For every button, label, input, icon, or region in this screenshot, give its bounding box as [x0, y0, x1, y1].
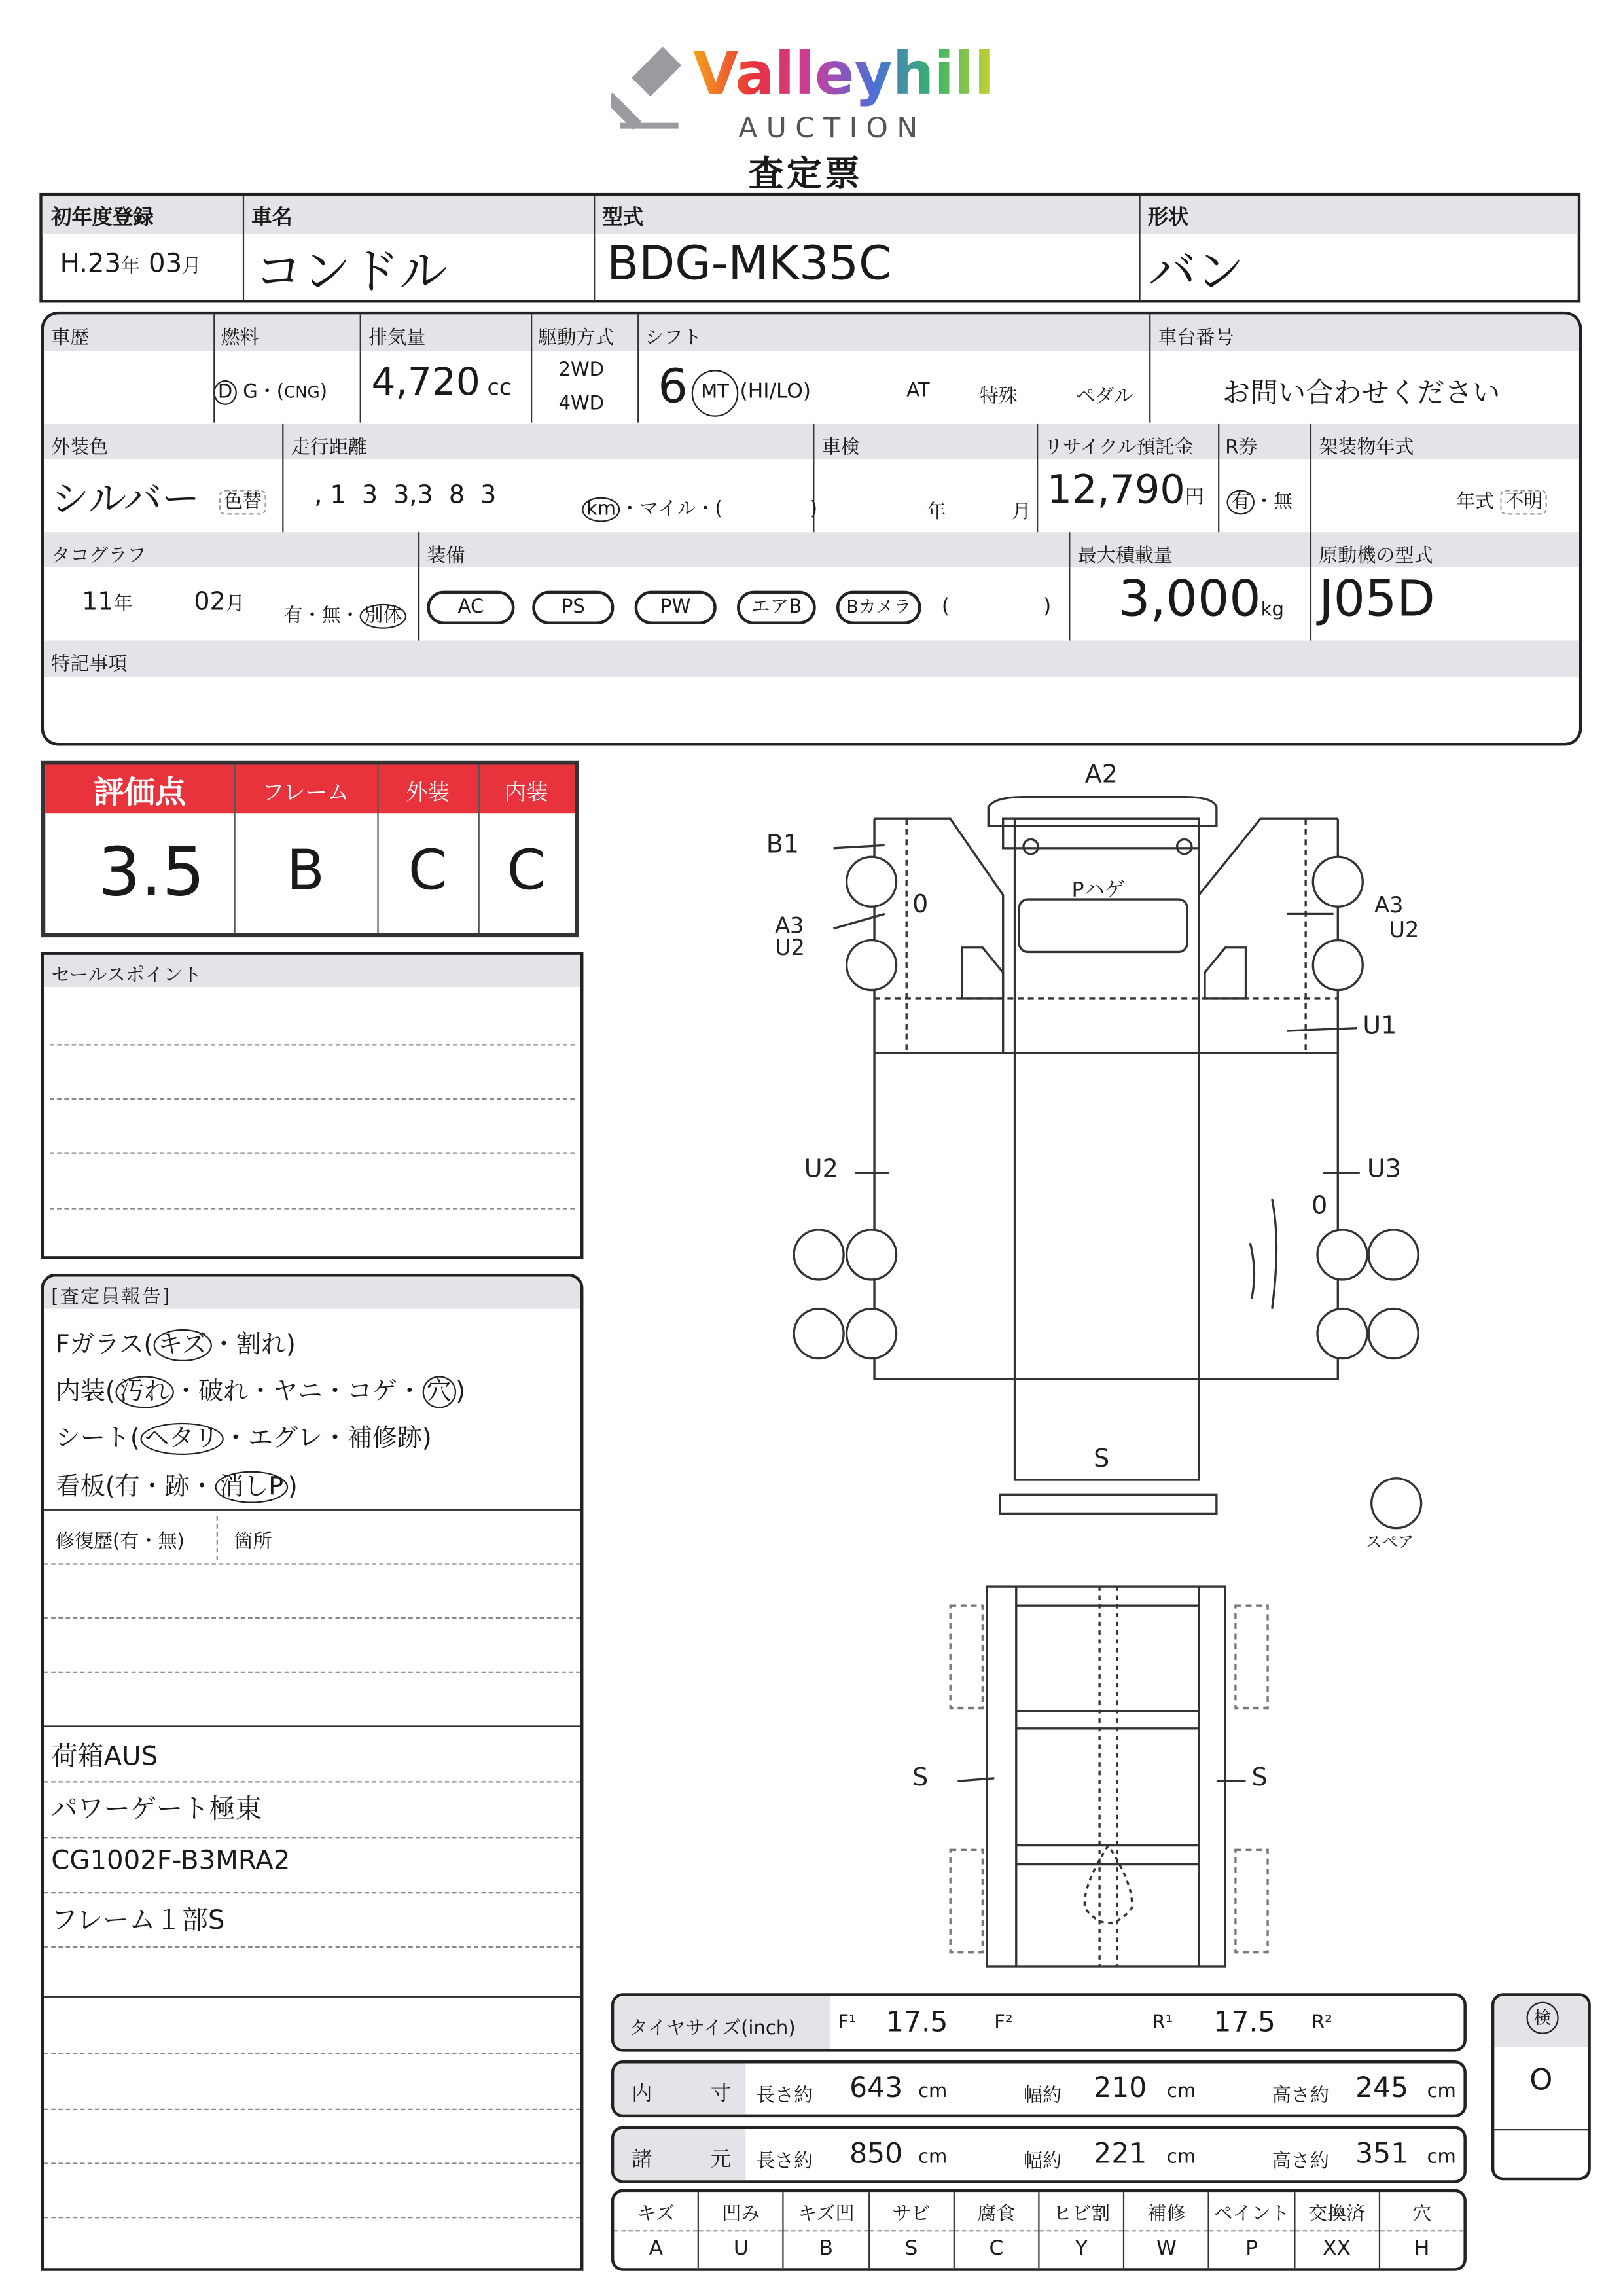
color-change: 色替: [219, 486, 266, 513]
mark-u1: U1: [1363, 1012, 1397, 1041]
tacho-date: 11年 02月: [82, 588, 245, 617]
inner-length-label: 長さ約: [756, 2085, 813, 2108]
inner-label-2: 寸: [710, 2082, 732, 2106]
report-label: [査定員報告]: [51, 1287, 171, 1309]
shift-at: AT: [906, 380, 930, 403]
legend-item: [1123, 2192, 1208, 2268]
drive-4wd: 4WD: [558, 393, 605, 416]
f2-label: F²: [994, 2012, 1013, 2034]
report-note: フレーム１部S: [51, 1905, 225, 1937]
legend-code: C: [989, 2237, 1004, 2261]
legend-code: U: [733, 2237, 749, 2261]
score-overall: 3.5: [98, 832, 205, 911]
chassis-number: お問い合わせください: [1222, 377, 1501, 410]
inspection-month: 月: [1012, 501, 1031, 524]
shift-hilo: (HI/LO): [740, 380, 812, 404]
inspection-year: 年: [927, 501, 946, 524]
unit: cm: [1427, 2146, 1456, 2169]
legend-item: [953, 2192, 1038, 2268]
body-year-value: 年式 不明: [1456, 486, 1547, 513]
first-reg-label: 初年度登録: [51, 206, 154, 230]
report-fglass: Fガラス( キズ ・割れ): [56, 1323, 296, 1360]
chassis-label: 車台番号: [1158, 327, 1234, 350]
r1-value: 17.5: [1213, 2006, 1275, 2039]
report-note: 荷箱AUS: [51, 1741, 158, 1772]
legend-code: B: [819, 2237, 834, 2261]
legend-item: [1293, 2192, 1378, 2268]
spec-height: 351: [1355, 2138, 1409, 2170]
repair-history-label: 修復歴(有・無): [55, 1531, 185, 1553]
legend-code: Y: [1075, 2237, 1088, 2261]
legend-item: [698, 2192, 783, 2268]
score-interior: C: [507, 838, 546, 903]
legend-code: XX: [1323, 2237, 1351, 2261]
unit: cm: [918, 2081, 948, 2103]
legend-code: P: [1245, 2237, 1258, 2261]
spec-length: 850: [849, 2138, 903, 2170]
model-code: BDG-MK35C: [607, 235, 891, 291]
score-header-frame: フレーム: [262, 779, 349, 806]
unit: cm: [1427, 2081, 1456, 2103]
mark-s-right: S: [1251, 1763, 1268, 1793]
report-note: CG1002F-B3MRA2: [51, 1845, 291, 1876]
legend-code: S: [904, 2237, 918, 2261]
f1-value: 17.5: [885, 2006, 948, 2039]
legend-item: [1378, 2192, 1463, 2268]
legend-name: 腐食: [955, 2192, 1039, 2231]
shift-mt: MT: [692, 370, 738, 416]
recycle-label: リサイクル預託金: [1044, 437, 1194, 459]
legend-name: サビ: [869, 2192, 953, 2231]
mileage-value: , 1 3 3,3 8 3: [314, 481, 497, 511]
body-year-label: 架装物年式: [1319, 437, 1414, 459]
mark-zero-right: 0: [1311, 1191, 1328, 1221]
inspection-value: O: [1529, 2062, 1553, 2097]
shape-value: バン: [1147, 242, 1245, 300]
spec-length-label: 長さ約: [756, 2151, 813, 2174]
brand-name: Valleyhill: [693, 41, 995, 109]
mark-a3-u2-left: A3 U2: [775, 912, 805, 961]
max-load: 3,000kg: [1118, 570, 1284, 629]
shift-pedal: ペダル: [1076, 386, 1133, 408]
mark-a2: A2: [1084, 760, 1118, 790]
inner-dimensions-row: [611, 2060, 1467, 2117]
legend-code: W: [1156, 2237, 1177, 2261]
mark-zero-left: 0: [912, 890, 929, 920]
equip-other: ( ): [941, 595, 1052, 619]
legend-code: H: [1414, 2237, 1430, 2261]
legend-name: 凹み: [699, 2192, 783, 2231]
equip-pw: PW: [635, 591, 717, 624]
legend-item: [1038, 2192, 1123, 2268]
tire-size-row: [611, 1993, 1467, 2051]
score-header-exterior: 外装: [405, 779, 450, 806]
repair-place-label: 箇所: [234, 1531, 272, 1553]
recycle-fee: 12,790円: [1046, 467, 1204, 514]
mark-paint-peel: Pハゲ: [1071, 878, 1126, 903]
inner-width-label: 幅約: [1023, 2085, 1062, 2108]
spec-height-label: 高さ約: [1272, 2151, 1329, 2174]
equip-label: 装備: [427, 545, 465, 567]
specification-row: [611, 2126, 1467, 2183]
legend-item: [868, 2192, 953, 2268]
tire-size-label: タイヤサイズ(inch): [628, 2018, 796, 2040]
inner-label-1: 内: [632, 2082, 652, 2106]
mark-u3: U3: [1366, 1155, 1401, 1185]
equip-ac: AC: [427, 591, 514, 624]
shape-label: 形状: [1147, 206, 1189, 230]
car-name: コンドル: [254, 242, 448, 300]
legend-name: ヒビ割: [1040, 2192, 1124, 2231]
drive-label: 駆動方式: [538, 327, 615, 350]
mileage-unit: km ・マイル・( ): [582, 493, 817, 520]
spec-width: 221: [1094, 2138, 1147, 2170]
inspection-mark: 検: [1527, 2002, 1559, 2034]
report-seat: シート( ヘタリ ・エグレ・補修跡): [56, 1417, 432, 1454]
first-reg-value: H.23年 03月: [60, 248, 202, 279]
unit: cm: [918, 2146, 948, 2169]
score-frame: B: [286, 838, 325, 903]
mark-b1: B1: [766, 831, 799, 860]
displacement-label: 排気量: [368, 327, 426, 350]
legend-item: [1208, 2192, 1293, 2268]
shift-special: 特殊: [979, 386, 1018, 408]
sales-points-label: セールスポイント: [51, 965, 202, 988]
page-title: 査定票: [748, 153, 863, 195]
notes-label: 特記事項: [51, 653, 128, 676]
history-label: 車歴: [51, 327, 90, 350]
car-name-label: 車名: [251, 206, 293, 230]
damage-code-legend: [611, 2189, 1467, 2271]
inner-height-label: 高さ約: [1272, 2085, 1329, 2108]
spare-tire-label: スペア: [1365, 1532, 1414, 1552]
engine-model: J05D: [1319, 570, 1435, 629]
equip-ps: PS: [532, 591, 614, 624]
model-label: 型式: [602, 206, 644, 230]
drive-2wd: 2WD: [558, 359, 605, 382]
engine-label: 原動機の型式: [1319, 545, 1433, 567]
legend-item: [783, 2192, 868, 2268]
r2-label: R²: [1311, 2012, 1332, 2034]
legend-name: 交換済: [1295, 2192, 1379, 2231]
score-header-interior: 内装: [504, 779, 548, 806]
brand-sub: AUCTION: [738, 113, 927, 145]
shift-gears: 6: [658, 358, 688, 414]
report-interior: 内装( 汚れ ・破れ・ヤニ・コゲ・ 穴 ): [56, 1370, 465, 1407]
max-load-label: 最大積載量: [1077, 545, 1173, 567]
equip-airbag: エアB: [737, 591, 816, 624]
inner-width: 210: [1094, 2072, 1147, 2105]
r1-label: R¹: [1152, 2012, 1173, 2034]
legend-name: ペイント: [1210, 2192, 1294, 2231]
mark-s-rear: S: [1094, 1444, 1110, 1475]
mileage-label: 走行距離: [291, 437, 367, 459]
tacho-label: タコグラフ: [51, 545, 147, 567]
inspection-label: 車検: [821, 437, 860, 459]
color-value: シルバー: [51, 478, 200, 522]
color-label: 外装色: [51, 437, 109, 459]
legend-name: 補修: [1125, 2192, 1209, 2231]
score-exterior: C: [408, 838, 448, 903]
spec-width-label: 幅約: [1023, 2151, 1062, 2174]
unit: cm: [1166, 2081, 1196, 2103]
rticket-value: 有 ・無: [1226, 486, 1293, 513]
inspection-box: [1491, 1993, 1591, 2180]
spec-label-1: 諸: [632, 2148, 652, 2172]
fuel-label: 燃料: [221, 327, 259, 350]
equip-back-camera: Bカメラ: [836, 591, 921, 624]
unit: cm: [1166, 2146, 1196, 2169]
spec-label-2: 元: [710, 2148, 732, 2172]
inner-length: 643: [849, 2072, 903, 2105]
displacement-value: 4,720 cc: [371, 361, 512, 405]
inner-height: 245: [1355, 2072, 1409, 2105]
legend-code: A: [649, 2237, 663, 2261]
rticket-label: R券: [1225, 437, 1258, 459]
score-header-overall: 評価点: [93, 775, 186, 810]
fuel-value: D G・(CNG): [213, 376, 327, 403]
mark-u2-left: U2: [804, 1155, 838, 1185]
report-note: パワーゲート極東: [51, 1794, 262, 1825]
mark-s-left: S: [912, 1763, 929, 1793]
report-sign: 看板(有・跡・ 消しP ): [56, 1465, 298, 1502]
tacho-type: 有・無・ 別体: [283, 600, 406, 627]
shift-label: シフト: [645, 327, 702, 350]
legend-name: 穴: [1380, 2192, 1464, 2231]
legend-name: キズ: [614, 2192, 698, 2231]
mark-a3-right: A3: [1374, 891, 1404, 919]
mark-u2-right: U2: [1389, 916, 1419, 944]
legend-name: キズ凹: [784, 2192, 868, 2231]
f1-label: F¹: [838, 2012, 857, 2034]
legend-item: [614, 2192, 698, 2268]
